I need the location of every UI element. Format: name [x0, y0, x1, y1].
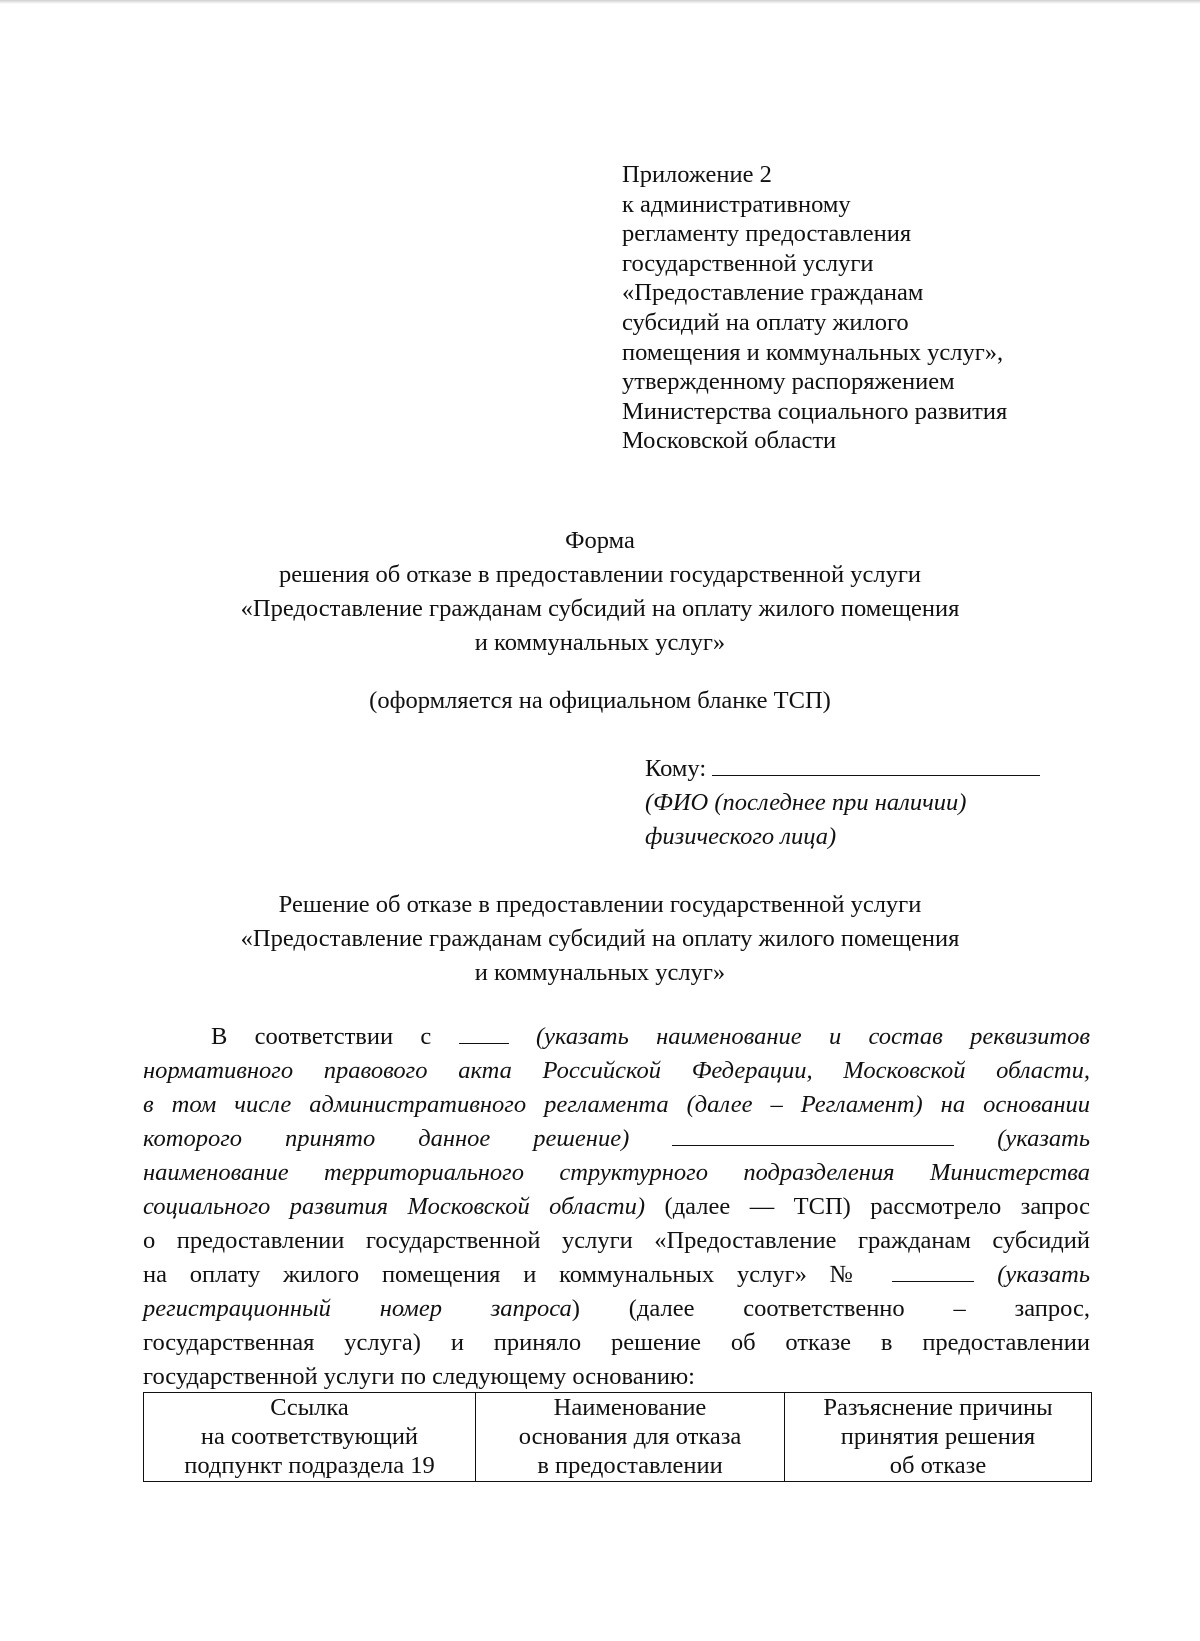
header-line: принятия решения — [840, 1423, 1036, 1450]
tsp-name-field[interactable] — [672, 1123, 954, 1146]
body-line: государственной услуги по следующему основанию: — [143, 1363, 695, 1390]
body-line — [143, 1122, 1090, 1156]
header-line: основания для отказа — [518, 1423, 742, 1450]
appendix-line: регламенту предоставления — [622, 220, 912, 248]
refusal-grounds-table — [143, 1392, 1092, 1482]
body-instruction: которого принято данное решение) — [143, 1125, 630, 1152]
body-line — [143, 1292, 1090, 1326]
recipient-label: Кому: — [645, 755, 707, 782]
header-line: подпункт подраздела 19 — [184, 1452, 435, 1479]
header-line: на соответствующий — [200, 1423, 419, 1450]
body-instruction: (указать — [997, 1125, 1090, 1152]
body-text: ) (далее соответственно – запрос, — [571, 1295, 1090, 1322]
legal-act-field[interactable] — [459, 1021, 509, 1044]
body-line — [143, 1190, 1090, 1224]
column-header-explanation — [785, 1393, 1092, 1482]
appendix-line: Московской области — [622, 427, 837, 455]
recipient-note-line: (ФИО (последнее при наличии) — [645, 789, 967, 816]
appendix-note — [622, 160, 1142, 456]
form-heading-line: решения об отказе в предоставлении государственной услуги — [278, 561, 922, 588]
form-heading — [0, 524, 1200, 660]
appendix-line: Приложение 2 — [622, 161, 772, 188]
body-text: В соответствии с — [211, 1023, 432, 1050]
form-heading-line: Форма — [565, 527, 635, 554]
appendix-line: помещения и коммунальных услуг», — [622, 338, 1004, 366]
form-heading-line: «Предоставление гражданам субсидий на оплату жилого помещения — [240, 595, 960, 622]
appendix-line: утвержденному распоряжением — [622, 368, 955, 396]
body-instruction: (указать наименование и состав реквизитов — [535, 1023, 1090, 1050]
recipient-line — [645, 752, 1105, 786]
body-text: (далее — ТСП) рассмотрело запрос — [664, 1193, 1091, 1220]
body-line: нормативного правового акта Российской Федерации, Московской области, — [143, 1057, 1090, 1084]
header-line: в предоставлении — [537, 1452, 723, 1479]
body-line: о предоставлении государственной услуги «Предоставление гражданам субсидий — [143, 1227, 1090, 1254]
body-line — [143, 1020, 1090, 1054]
header-line: Ссылка — [270, 1394, 349, 1421]
appendix-line: к административному — [622, 190, 851, 218]
column-header-ground — [476, 1393, 785, 1482]
blank-note — [0, 684, 1200, 718]
table-header-row — [144, 1393, 1092, 1482]
decision-heading-line: «Предоставление гражданам субсидий на оплату жилого помещения — [240, 925, 960, 952]
blank-note-text: (оформляется на официальном бланке ТСП) — [369, 687, 831, 714]
header-line: Разъяснение причины — [823, 1394, 1053, 1421]
body-instruction: регистрационный номер запроса — [143, 1295, 572, 1322]
decision-heading-line: и коммунальных услуг» — [474, 959, 726, 986]
appendix-line: государственной услуги — [622, 249, 874, 277]
body-instruction: (указать — [997, 1261, 1090, 1288]
decision-body — [143, 1020, 1090, 1394]
appendix-line: «Предоставление гражданам — [622, 279, 924, 307]
body-line: государственная услуга) и приняло решение об отказе в предоставлении — [143, 1329, 1090, 1356]
body-instruction: социального развития Московской области) — [143, 1193, 646, 1220]
body-text: на оплату жилого помещения и коммунальных услуг» № — [143, 1261, 870, 1288]
header-line: Наименование — [553, 1394, 707, 1421]
appendix-line: Министерства социального развития — [622, 397, 1008, 425]
body-line: наименование территориального структурного подразделения Министерства — [143, 1159, 1090, 1186]
body-line: в том числе административного регламента (далее – Регламент) на основании — [143, 1091, 1090, 1118]
request-number-field[interactable] — [892, 1259, 974, 1282]
column-header-reference — [144, 1393, 476, 1482]
form-heading-line: и коммунальных услуг» — [474, 629, 726, 656]
header-line: об отказе — [889, 1452, 987, 1479]
recipient-name-field[interactable] — [712, 753, 1040, 776]
appendix-line: субсидий на оплату жилого — [622, 308, 909, 336]
decision-heading-line: Решение об отказе в предоставлении государственной услуги — [278, 891, 922, 918]
body-line — [143, 1258, 1090, 1292]
scan-top-edge — [0, 0, 1200, 4]
recipient-note-line: физического лица) — [645, 823, 837, 850]
decision-heading — [0, 888, 1200, 990]
recipient-block — [645, 752, 1105, 854]
